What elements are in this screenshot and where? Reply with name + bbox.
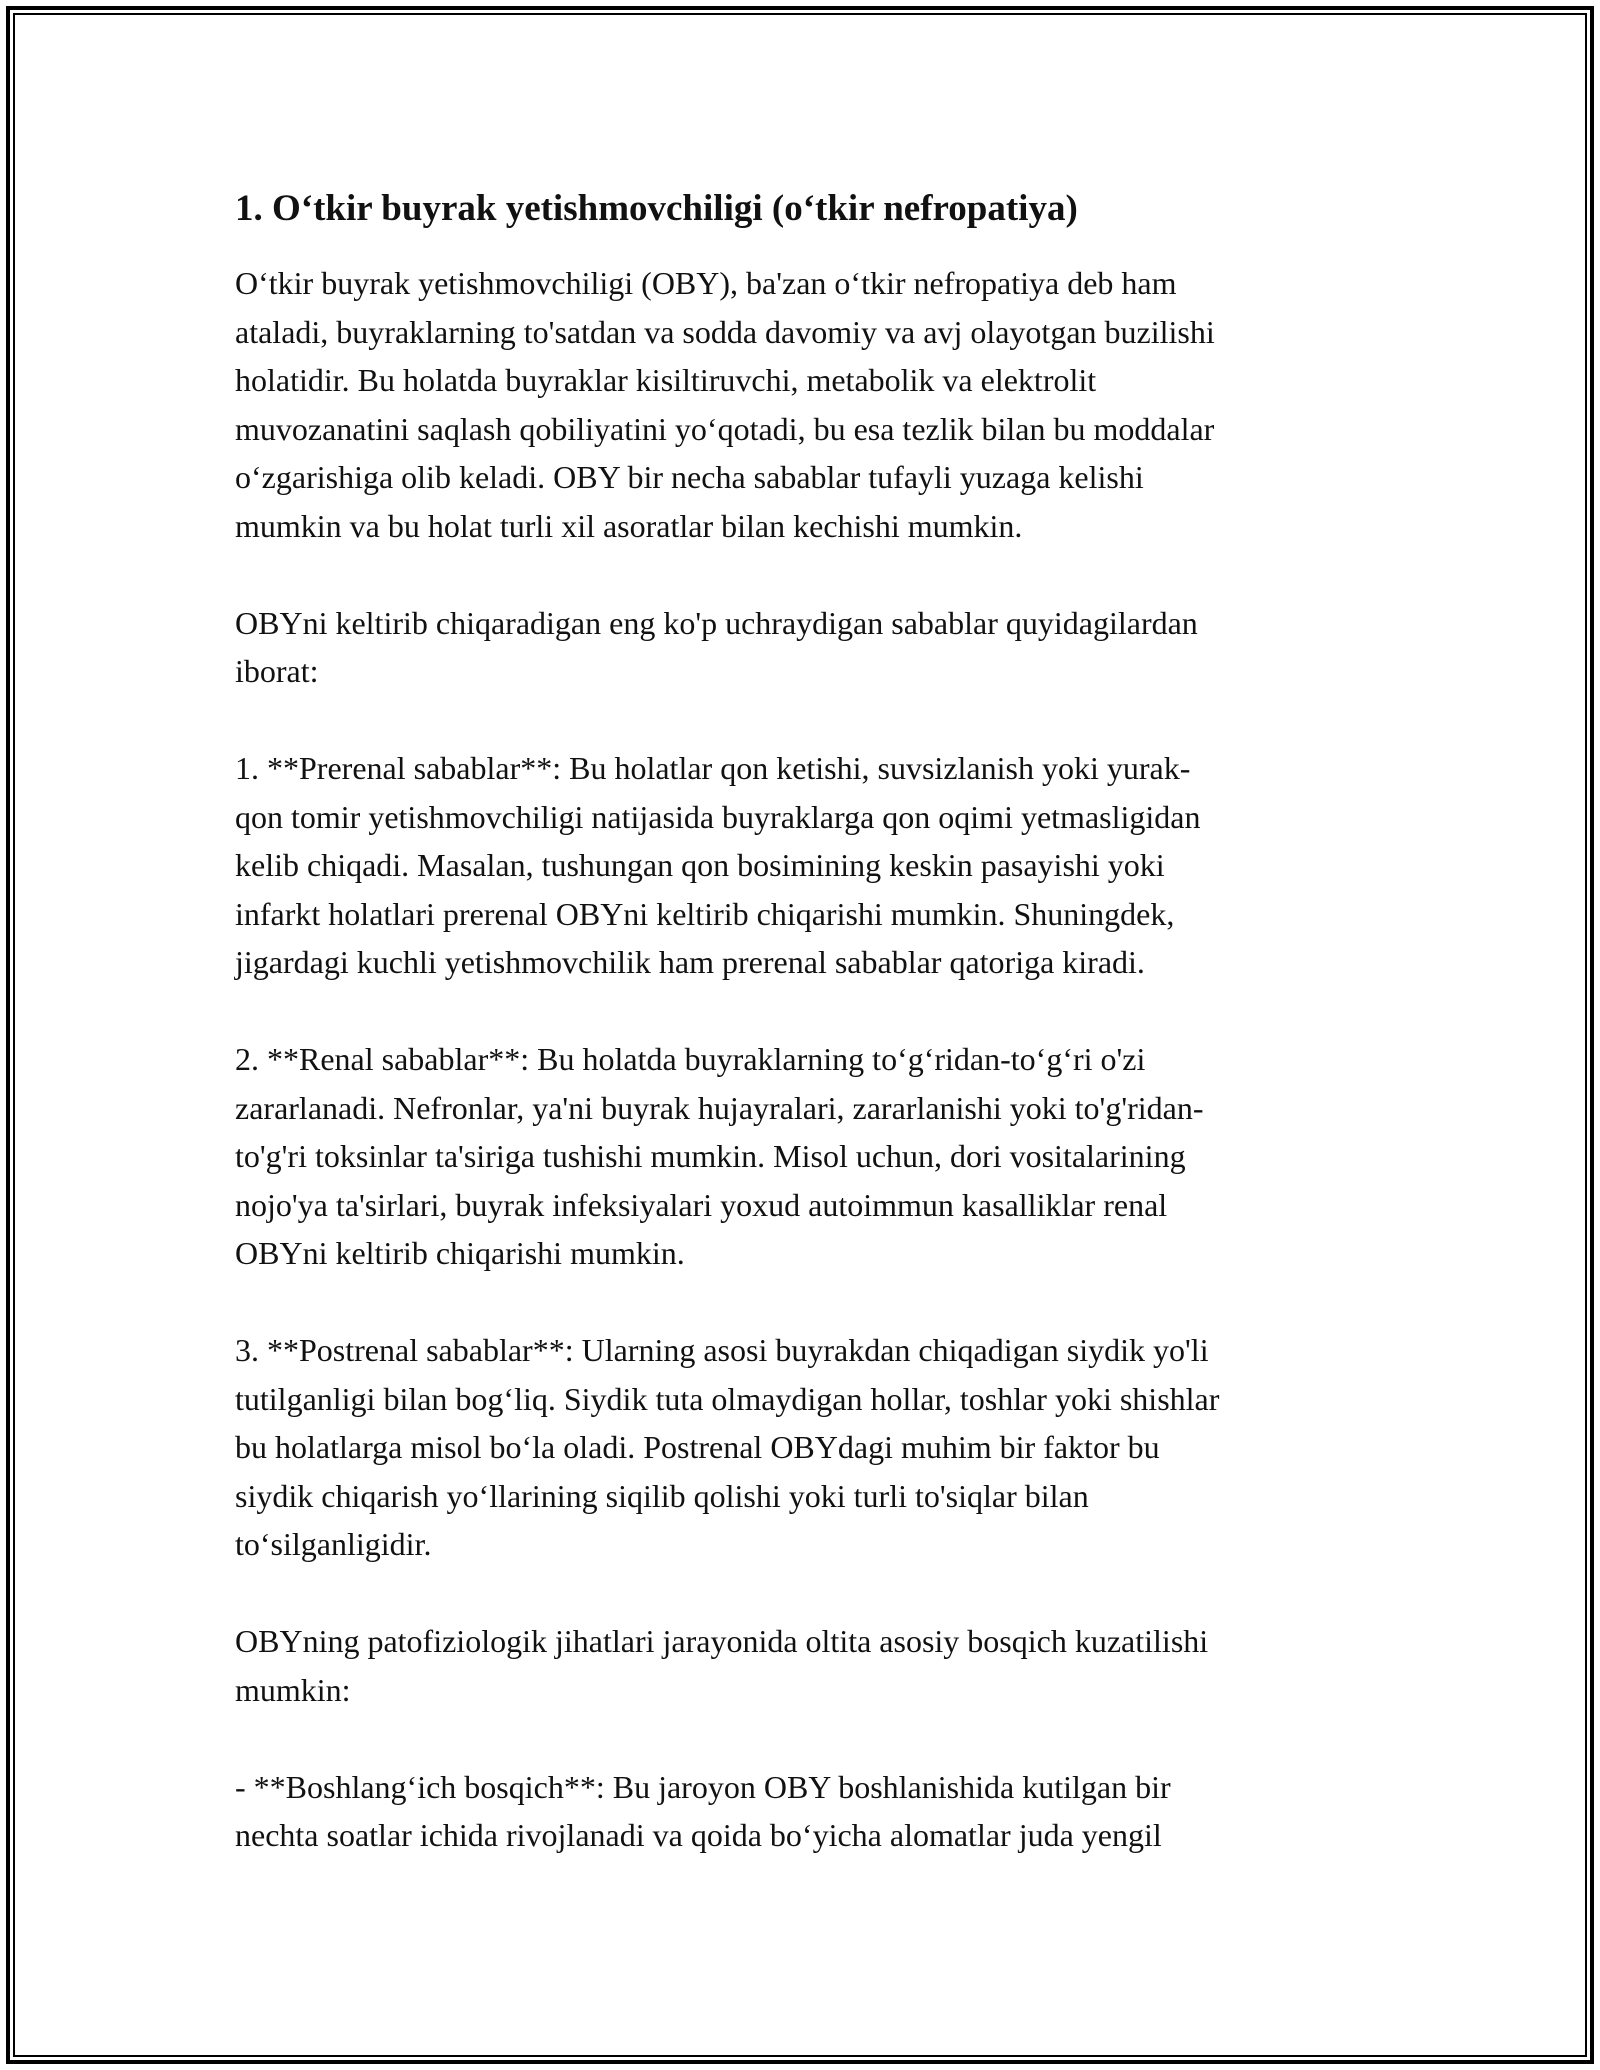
paragraph-prerenal: 1. **Prerenal sabablar**: Bu holatlar qon ketishi, suvsizlanish yoki yurak- qon tomir yetishmovchiligi natijasida buyraklarga qon oqimi yetmasligidan kelib chiqadi. Masalan, tushungan qon bosimining keskin pasayishi yoki infarkt holatlari prerenal OBYni keltirib chiqarishi mumkin. Shuningdek, jigardagi kuchli yetishmovchilik ham prerenal sabablar qatoriga kiradi. [235, 750, 1201, 980]
paragraph-renal: 2. **Renal sabablar**: Bu holatda buyraklarning to‘g‘ridan-to‘g‘ri o'zi zararlanadi. Nefronlar, ya'ni buyrak hujayralari, zararlanishi yoki to'g'ridan- to'g'ri toksinlar ta'siriga tushishi mumkin. Misol uchun, dori vositalarining nojo'ya ta'sirlari, buyrak infeksiyalari yoxud autoimmun kasalliklar renal OBYni keltirib chiqarishi mumkin. [235, 1041, 1204, 1271]
paragraph-initial-stage: - **Boshlang‘ich bosqich**: Bu jaroyon OBY boshlanishida kutilgan bir nechta soatlar ichida rivojlanadi va qoida bo‘yicha alomatlar juda yengil [235, 1768, 1171, 1853]
document-body [235, 185, 1385, 1860]
section-heading: 1. O‘tkir buyrak yetishmovchiligi (o‘tkir nefropatiya) [235, 188, 1078, 229]
paragraph-intro: O‘tkir buyrak yetishmovchiligi (OBY), ba'zan o‘tkir nefropatiya deb ham ataladi, buyraklarning to'satdan va sodda davomiy va avj olayotgan buzilishi holatidir. Bu holatda buyraklar kisiltiruvchi, metabolik va elektrolit muvozanatini saqlash qobiliyatini yo‘qotadi, bu esa tezlik bilan bu moddalar o‘zgarishiga olib keladi. OBY bir necha sabablar tufayli yuzaga kelishi mumkin va bu holat turli xil asoratlar bilan kechishi mumkin. [235, 265, 1215, 544]
paragraph-causes-intro: OBYni keltirib chiqaradigan eng ko'p uchraydigan sabablar quyidagilardan iborat: [235, 604, 1198, 689]
paragraph-pathophysiology: OBYning patofiziologik jihatlari jarayonida oltita asosiy bosqich kuzatilishi mumkin: [235, 1623, 1209, 1708]
paragraph-postrenal: 3. **Postrenal sabablar**: Ularning asosi buyrakdan chiqadigan siydik yo'li tutilganligi bilan bog‘liq. Siydik tuta olmaydigan hollar, toshlar yoki shishlar bu holatlarga misol bo‘la oladi. Postrenal OBYdagi muhim bir faktor bu siydik chiqarish yo‘llarining siqilib qolishi yoki turli to'siqlar bilan to‘silganligidir. [235, 1332, 1220, 1562]
